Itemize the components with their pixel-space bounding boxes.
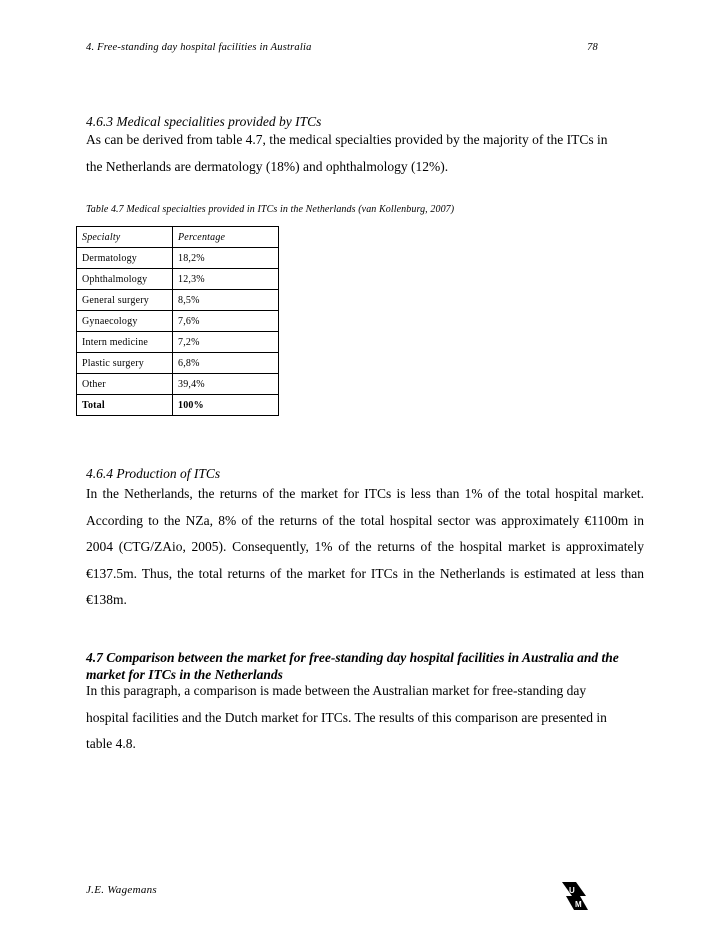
paragraph-4-6-3 (86, 127, 644, 180)
table-cell: Plastic surgery (77, 353, 173, 374)
table-header-row (77, 227, 279, 248)
table-cell: Other (77, 374, 173, 395)
table-cell: Total (77, 395, 173, 416)
paragraph-line: In this paragraph, a comparison is made between the Australian market for free-standing day (86, 683, 587, 698)
table-row (77, 353, 279, 374)
table-total-row (77, 395, 279, 416)
table-row (77, 248, 279, 269)
table-cell: 100% (173, 395, 279, 416)
table-cell: 8,5% (173, 290, 279, 311)
logo-letter-u: U (569, 886, 575, 895)
section-heading-4-6-4: 4.6.4 Production of ITCs (86, 466, 221, 481)
table-row (77, 269, 279, 290)
table-cell: 18,2% (173, 248, 279, 269)
table-cell: Ophthalmology (77, 269, 173, 290)
table-row (77, 311, 279, 332)
column-header: Specialty (77, 227, 173, 248)
table-row (77, 374, 279, 395)
table-cell: General surgery (77, 290, 173, 311)
university-logo-icon (560, 880, 590, 912)
table-caption: Table 4.7 Medical specialties provided in ITCs in the Netherlands (van Kollenburg, 2007) (86, 204, 455, 215)
table-row (77, 290, 279, 311)
paragraph-line: hospital facilities and the Dutch market for ITCs. The results of this comparison are presented in (86, 709, 607, 725)
table-cell: 39,4% (173, 374, 279, 395)
section-heading-4-6-3: 4.6.3 Medical specialities provided by ITCs (86, 114, 322, 129)
table-cell: 12,3% (173, 269, 279, 290)
table-row (77, 332, 279, 353)
page-number: 78 (587, 42, 598, 53)
logo-letter-m: M (575, 900, 582, 909)
table-cell: Gynaecology (77, 311, 173, 332)
table-cell: 7,6% (173, 311, 279, 332)
paragraph-line: As can be derived from table 4.7, the medical specialties provided by the majority of the ITCs in (86, 132, 608, 147)
paragraph-4-6-4: In the Netherlands, the returns of the market for ITCs is less than 1% of the total hospital market. According to the NZa, 8% of the returns of the total hospital sector was approximately €1100m in 2004 (CTG/ZAio, 2005). Consequently, 1% of the returns of the hospital market is approximately €137.5m. Thus, the total returns of the market for ITCs in the Netherlands is estimated at less than €138m. (86, 486, 644, 607)
page-header (86, 42, 598, 53)
specialties-table (76, 226, 279, 416)
column-header: Percentage (173, 227, 279, 248)
table-cell: 7,2% (173, 332, 279, 353)
footer-author: J.E. Wagemans (86, 884, 158, 896)
paragraph-4-7 (86, 678, 644, 758)
table-cell: 6,8% (173, 353, 279, 374)
paragraph-line: the Netherlands are dermatology (18%) and ophthalmology (12%). (86, 158, 449, 174)
table-cell: Intern medicine (77, 332, 173, 353)
paragraph-line: table 4.8. (86, 736, 136, 751)
chapter-title: 4. Free-standing day hospital facilities in Australia (86, 42, 312, 53)
section-heading-4-7: 4.7 Comparison between the market for free-standing day hospital facilities in Australia and the market for ITCs in the Netherlands (86, 650, 619, 682)
table-cell: Dermatology (77, 248, 173, 269)
